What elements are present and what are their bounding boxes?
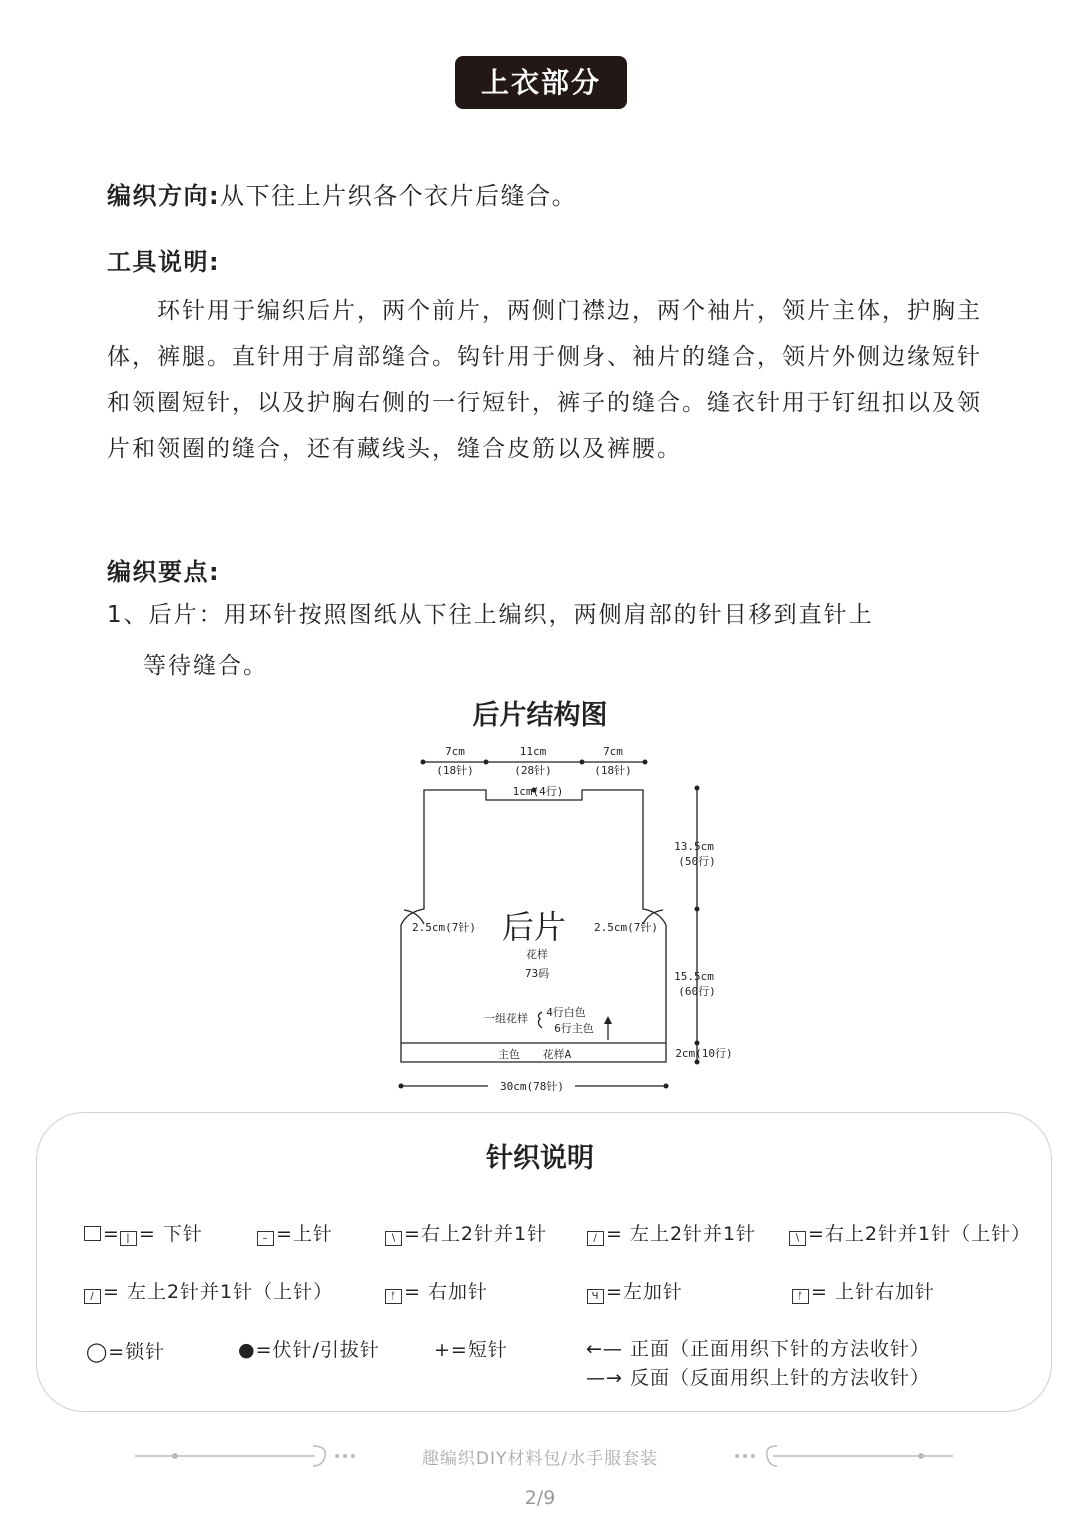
- knit-bar-icon: |: [120, 1231, 137, 1246]
- right-lower-sub: (60行): [678, 985, 716, 998]
- legend-purl-right-inc: ᚠ = 上针右加针: [792, 1277, 935, 1304]
- top-right-sub: (18针): [594, 764, 632, 777]
- tools-paragraph: 环针用于编织后片，两个前片，两侧门襟边，两个袖片，领片主体，护胸主体，裤腿。直针用于肩部缝合。钩针用于侧身、袖片的缝合，领片外侧边缘短针和领圈短针，以及护胸右侧的一行短针，裤子的缝合。缝衣针用于钉纽扣以及领片和领圈的缝合，还有藏线头，缝合皮筋以及裤腰。: [107, 298, 982, 462]
- legend-back: —→ 反面（反面用织上针的方法收针）: [586, 1367, 930, 1389]
- top-mid-dim: 11cm: [519, 745, 547, 758]
- right-upper-dim: 13.5cm: [674, 840, 714, 853]
- legend-r2tog: ∖ =右上2针并1针: [385, 1219, 547, 1246]
- left-decrease-icon: ∕: [587, 1231, 604, 1246]
- group-a: 4行白色: [546, 1006, 586, 1019]
- group-label: 一组花样: [484, 1012, 528, 1025]
- band-right-label: 花样A: [542, 1048, 572, 1061]
- legend-title: 针织说明: [486, 1143, 594, 1174]
- pattern-label: 花样: [526, 948, 548, 961]
- neck-dim: 1cm(4行): [512, 785, 564, 798]
- chain-icon: ◯: [86, 1341, 109, 1363]
- purl-right-increase-icon: ᚠ: [792, 1289, 809, 1304]
- legend-chain: ◯=锁针: [86, 1341, 166, 1363]
- legend-right-inc: ᚠ = 右加针: [385, 1277, 488, 1304]
- legend-slip: ●=伏针/引拔针: [238, 1339, 380, 1361]
- top-left-dim: 7cm: [445, 745, 465, 758]
- right-lower-dim: 15.5cm: [674, 970, 714, 983]
- diagram-title: 后片结构图: [472, 700, 608, 731]
- point-1-line2: 等待缝合。: [143, 653, 268, 679]
- purl-icon: –: [257, 1231, 274, 1246]
- footer-text: 趣编织DIY材料包/水手服套装: [421, 1449, 659, 1469]
- left-increase-icon: Ч: [587, 1289, 604, 1304]
- top-right-dim: 7cm: [603, 745, 623, 758]
- top-mid-sub: (28针): [514, 764, 552, 777]
- slip-stitch-icon: ●: [238, 1339, 256, 1361]
- direction-line: [107, 176, 577, 211]
- right-arrow-icon: —→: [586, 1367, 623, 1389]
- band-left-label: 主色: [498, 1048, 520, 1061]
- right-bottom-dim: 2cm(10行): [675, 1047, 733, 1060]
- points-heading: 编织要点:: [107, 558, 221, 586]
- legend-l2tog: ∕ = 左上2针并1针: [587, 1219, 756, 1246]
- legend-knit: = | = 下针: [84, 1219, 203, 1246]
- legend-sc: +=短针: [434, 1339, 508, 1361]
- right-increase-icon: ᚠ: [385, 1289, 402, 1304]
- group-brace: [538, 1012, 542, 1028]
- group-b: 6行主色: [554, 1022, 594, 1035]
- right-decrease-purl-icon: ∖: [789, 1231, 806, 1246]
- pattern-code: 73码: [524, 967, 550, 980]
- legend-r2tog-purl: ∖ =右上2针并1针（上针）: [789, 1219, 1031, 1246]
- top-left-sub: (18针): [436, 764, 474, 777]
- legend-l2tog-purl: ∕ = 左上2针并1针（上针）: [84, 1277, 333, 1304]
- legend-left-inc: Ч =左加针: [587, 1277, 683, 1304]
- direction-text: 从下往上片织各个衣片后缝合。: [220, 182, 578, 210]
- page-number: 2/9: [524, 1487, 556, 1509]
- right-decrease-icon: ∖: [385, 1231, 402, 1246]
- direction-label: 编织方向:: [107, 182, 221, 210]
- left-arrow-icon: ←—: [586, 1338, 623, 1360]
- left-decrease-purl-icon: ∕: [84, 1289, 101, 1304]
- point-1-line1: 1、后片：用环针按照图纸从下往上编织，两侧肩部的针目移到直针上: [107, 602, 874, 628]
- back-piece-diagram: [0, 730, 1080, 1100]
- legend-front: ←— 正面（正面用织下针的方法收针）: [586, 1338, 930, 1360]
- single-crochet-icon: +: [434, 1339, 451, 1361]
- tools-heading: 工具说明:: [107, 248, 221, 276]
- section-badge: 上衣部分: [455, 56, 627, 109]
- piece-name: 后片: [501, 908, 567, 946]
- legend-purl: – =上针: [257, 1219, 333, 1246]
- right-upper-sub: (50行): [678, 855, 716, 868]
- knit-blank-icon: [84, 1226, 101, 1241]
- armhole-left-dim: 2.5cm(7针): [412, 921, 476, 934]
- bottom-width-dim: 30cm(78针): [500, 1080, 564, 1093]
- armhole-right-dim: 2.5cm(7针): [594, 921, 658, 934]
